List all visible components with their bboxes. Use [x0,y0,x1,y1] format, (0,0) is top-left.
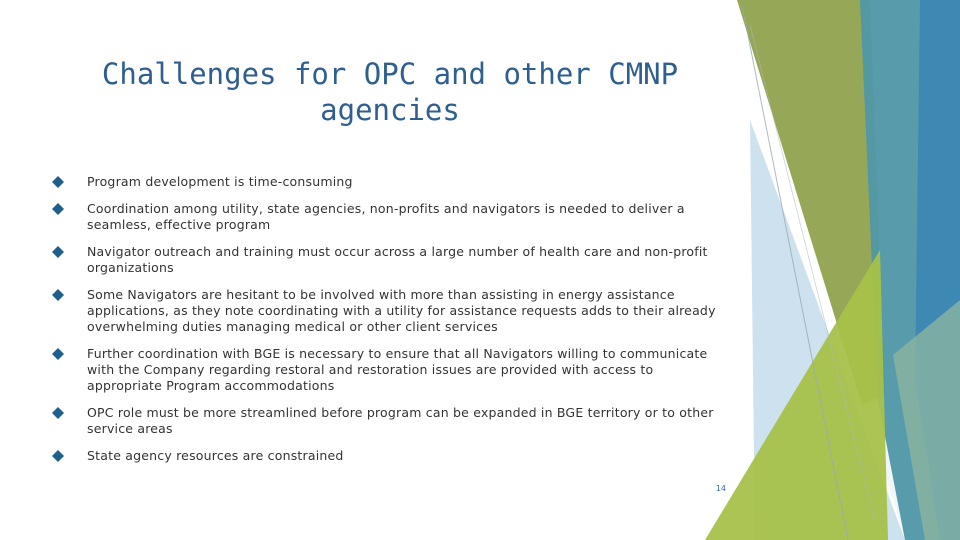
bullet-list [52,172,717,464]
bullet-text: Program development is time-consuming [87,174,353,189]
diamond-bullet-icon [52,450,64,462]
bullet-text: State agency resources are constrained [87,448,344,463]
bullet-item [52,201,717,233]
bullet-text: Coordination among utility, state agencies, non-profits and navigators is needed to deliver a seamless, effective program [87,201,685,232]
diamond-bullet-icon [52,289,64,301]
bullet-item [52,287,717,335]
bullet-item [52,244,717,276]
bullet-text: Navigator outreach and training must occur across a large number of health care and non-profit organizations [87,244,708,275]
diamond-bullet-icon [52,176,64,188]
diamond-bullet-icon [52,348,64,360]
slide-title: Challenges for OPC and other CMNP agencies [101,57,679,127]
bullet-item [52,174,717,190]
bullet-item [52,405,717,437]
diamond-bullet-icon [52,246,64,258]
diamond-bullet-icon [52,407,64,419]
page-number: 14 [715,484,726,493]
bullet-item [52,346,717,394]
diamond-bullet-icon [52,203,64,215]
bullet-text: Some Navigators are hesitant to be involved with more than assisting in energy assistance applications, as they note coordinating with a utility for assistance requests adds to their already overwhelming duties managing medical or other client services [87,287,716,334]
bullet-text: OPC role must be more streamlined before program can be expanded in BGE territory or to other service areas [87,405,714,436]
bullet-text: Further coordination with BGE is necessary to ensure that all Navigators willing to communicate with the Company regarding restoral and restoration issues are provided with access to appropriate Program accommodations [87,346,708,393]
bullet-item [52,448,717,464]
